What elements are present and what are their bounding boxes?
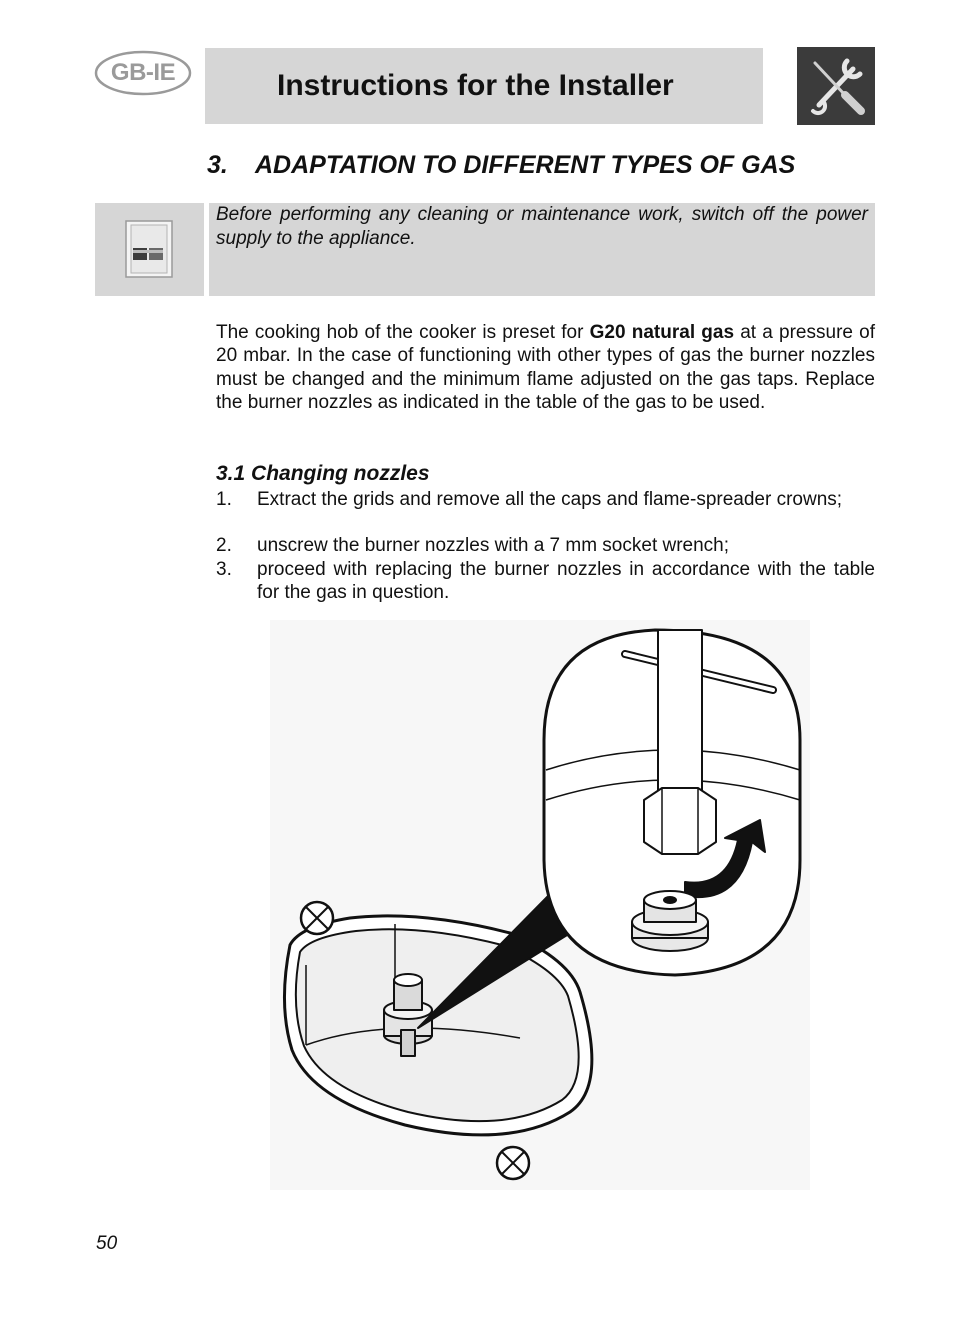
list-item-number: 3. — [216, 559, 232, 580]
page-title: Instructions for the Installer — [277, 69, 674, 102]
intro-text-end: at a pressure of 20 mbar. In the case of functioning with other types of gas the burner nozzles must be changed and the minimum flame adjusted on the gas taps. Replace the burner nozzles as indicated in the table of the gas to be used. — [216, 322, 875, 414]
list-item-text: Extract the grids and remove all the caps and flame-spreader crowns; — [257, 489, 843, 510]
power-switch-icon — [95, 203, 204, 296]
section-heading — [207, 147, 887, 183]
list-item-text: unscrew the burner nozzles with a 7 mm socket wrench; — [257, 535, 730, 556]
wrench-screwdriver-icon — [797, 47, 875, 125]
list-item — [216, 558, 875, 606]
list-item-number: 1. — [216, 489, 232, 510]
list-item-text: proceed with replacing the burner nozzles in accordance with the table for the gas in question. — [257, 559, 875, 604]
list-item — [216, 534, 875, 558]
gas-type-bold: G20 natural gas — [589, 322, 735, 343]
list-item — [216, 488, 875, 536]
list-item-number: 2. — [216, 535, 232, 556]
section-number: 3. — [207, 150, 228, 179]
warning-text: Before performing any cleaning or maintenance work, switch off the power supply to the appliance. — [216, 204, 868, 249]
page-title-bar — [205, 48, 763, 124]
section-title: ADAPTATION TO DIFFERENT TYPES OF GAS — [255, 150, 796, 179]
intro-paragraph — [216, 321, 875, 415]
subsection-heading: 3.1 Changing nozzles — [216, 462, 430, 485]
intro-text-start: The cooking hob of the cooker is preset for — [216, 322, 590, 343]
brand-logo-text: GB-IE — [110, 59, 176, 86]
burner-nozzle-wrench-illustration — [270, 620, 810, 1190]
page-number: 50 — [96, 1233, 118, 1254]
